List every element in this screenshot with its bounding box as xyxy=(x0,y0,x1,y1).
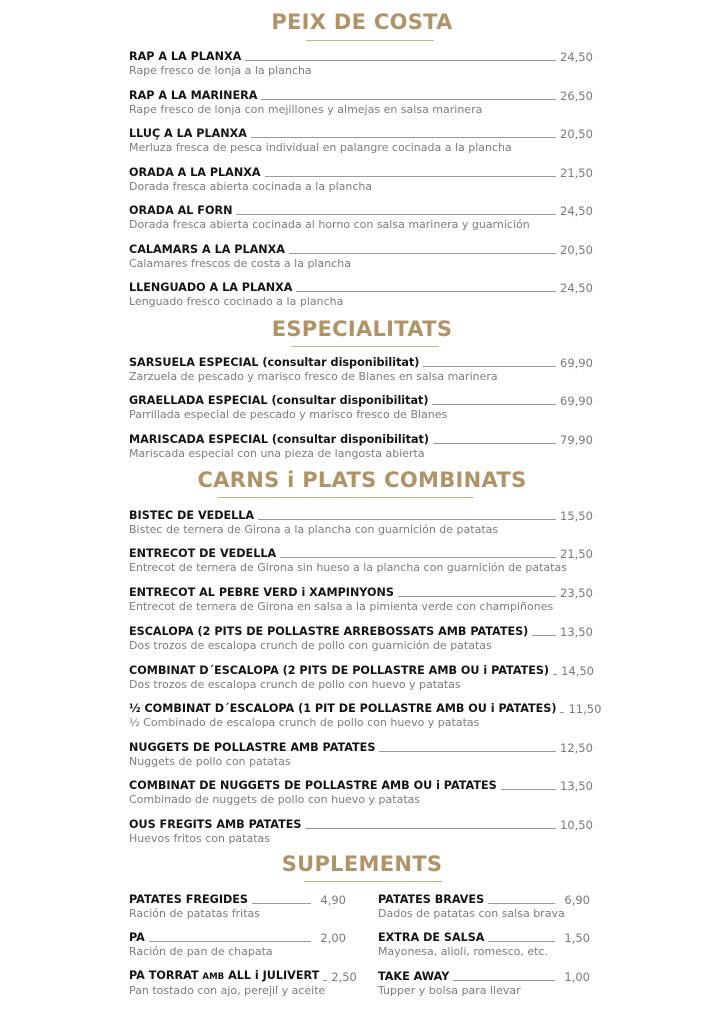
item-name: ORADA A LA PLANXA xyxy=(129,166,261,179)
menu-item xyxy=(129,281,591,308)
item-name: ENTRECOT DE VEDELLA xyxy=(129,547,277,560)
item-description: Combinado de nuggets de pollo con huevo y patatas xyxy=(129,793,421,806)
item-name: PATATES FREGIDES xyxy=(129,893,248,906)
menu-item xyxy=(129,779,591,806)
item-price: 4,90 xyxy=(320,893,346,907)
item-price: 10,50 xyxy=(560,818,593,832)
item-name: ENTRECOT AL PEBRE VERD i XAMPINYONS xyxy=(129,586,394,599)
supplement-item xyxy=(129,931,346,958)
item-name: COMBINAT D´ESCALOPA (2 PITS DE POLLASTRE AMB OU i PATATES) xyxy=(129,664,550,677)
item-price: 2,50 xyxy=(331,970,357,984)
menu-item xyxy=(129,243,591,270)
item-name: LLUÇ A LA PLANXA xyxy=(129,127,247,140)
item-name: ½ COMBINAT D´ESCALOPA (1 PIT DE POLLASTRE AMB OU i PATATES) xyxy=(129,702,557,715)
item-name: MARISCADA ESPECIAL (consultar disponibilitat) xyxy=(129,433,429,446)
item-description: Zarzuela de pescado y marisco fresco de Blanes en salsa marinera xyxy=(129,370,498,383)
item-description: Merluza fresca de pesca individual en palangre cocinada a la plancha xyxy=(129,141,512,154)
menu-item xyxy=(129,127,591,154)
item-description: Rape fresco de lonja con mejillones y almejas en salsa marinera xyxy=(129,103,483,116)
item-price: 20,50 xyxy=(560,243,593,257)
item-price: 12,50 xyxy=(560,741,593,755)
item-price: 24,50 xyxy=(560,204,593,218)
item-price: 2,00 xyxy=(320,931,346,945)
item-description: Dos trozos de escalopa crunch de pollo con huevo y patatas xyxy=(129,678,461,691)
item-description: Dos trozos de escalopa crunch de pollo con guarnición de patatas xyxy=(129,639,492,652)
section-title-especialitats: ESPECIALITATS xyxy=(271,317,453,341)
supplement-item xyxy=(378,970,590,997)
item-name: ESCALOPA (2 PITS DE POLLASTRE ARREBOSSATS AMB PATATES) xyxy=(129,625,529,638)
item-description: Ración de patatas fritas xyxy=(129,907,260,920)
item-price: 79,90 xyxy=(560,433,593,447)
menu-item xyxy=(129,89,591,116)
menu-item xyxy=(129,166,591,193)
item-price: 21,50 xyxy=(560,547,593,561)
section-title-suplements: SUPLEMENTS xyxy=(281,852,443,876)
item-description: Rape fresco de lonja a la plancha xyxy=(129,64,312,77)
item-price: 15,50 xyxy=(560,509,593,523)
item-name: COMBINAT DE NUGGETS DE POLLASTRE AMB OU i PATATES xyxy=(129,779,497,792)
item-price: 6,90 xyxy=(564,893,590,907)
title-rule xyxy=(304,881,442,882)
item-price: 21,50 xyxy=(560,166,593,180)
menu-item xyxy=(129,702,602,729)
menu-item xyxy=(129,741,591,768)
item-name: BISTEC DE VEDELLA xyxy=(129,509,255,522)
item-description: Tupper y bolsa para llevar xyxy=(378,984,521,997)
item-price: 13,50 xyxy=(560,625,593,639)
item-price: 20,50 xyxy=(560,127,593,141)
item-description: Dorada fresca abierta cocinada a la plancha xyxy=(129,180,373,193)
supplement-item xyxy=(129,893,346,920)
item-price: 1,50 xyxy=(564,931,590,945)
section-title-peix: PEIX DE COSTA xyxy=(271,10,453,34)
item-description: Calamares frescos de costa a la plancha xyxy=(129,257,351,270)
item-price: 13,50 xyxy=(560,779,593,793)
item-name: SARSUELA ESPECIAL (consultar disponibilitat) xyxy=(129,356,420,369)
item-price: 69,90 xyxy=(560,394,593,408)
menu-item xyxy=(129,204,591,231)
item-price: 69,90 xyxy=(560,356,593,370)
item-name: PA xyxy=(129,931,145,944)
item-description: Mayonesa, alioli, romesco, etc. xyxy=(378,945,548,958)
item-name: GRAELLADA ESPECIAL (consultar disponibilitat) xyxy=(129,394,429,407)
item-description: Dorada fresca abierta cocinada al horno con salsa marinera y guarnición xyxy=(129,218,530,231)
item-name: ORADA AL FORN xyxy=(129,204,233,217)
item-description: Huevos fritos con patatas xyxy=(129,832,271,845)
item-description: Pan tostado con ajo, perejil y aceite xyxy=(129,984,326,997)
item-price: 24,50 xyxy=(560,281,593,295)
menu-item xyxy=(129,433,591,460)
title-rule xyxy=(217,497,473,498)
item-name: RAP A LA PLANXA xyxy=(129,50,242,63)
item-price: 23,50 xyxy=(560,586,593,600)
title-rule xyxy=(291,346,439,347)
item-description: Parrillada especial de pescado y marisco fresco de Blanes xyxy=(129,408,448,421)
item-price: 11,50 xyxy=(568,702,602,716)
item-name: RAP A LA MARINERA xyxy=(129,89,258,102)
menu-item xyxy=(129,625,591,652)
menu-item xyxy=(129,356,591,383)
item-description: Ración de pan de chapata xyxy=(129,945,273,958)
item-name: LLENGUADO A LA PLANXA xyxy=(129,281,293,294)
supplement-item xyxy=(378,893,590,920)
menu-item xyxy=(129,50,591,77)
section-title-carns: CARNS i PLATS COMBINATS xyxy=(197,468,527,492)
item-name: TAKE AWAY xyxy=(378,970,450,983)
item-name: EXTRA DE SALSA xyxy=(378,931,485,944)
menu-item xyxy=(129,586,591,613)
menu-item xyxy=(129,547,591,574)
item-name: PA TORRAT AMB ALL i JULIVERT xyxy=(129,969,320,982)
item-description: Bistec de ternera de Girona a la plancha con guarnición de patatas xyxy=(129,523,499,536)
item-description: ½ Combinado de escalopa crunch de pollo con huevo y patatas xyxy=(129,716,480,729)
item-description: Dados de patatas con salsa brava xyxy=(378,907,565,920)
item-description: Mariscada especial con una pieza de langosta abierta xyxy=(129,447,425,460)
menu-item xyxy=(129,818,591,845)
item-description: Entrecot de ternera de Girona sin hueso a la plancha con guarnición de patatas xyxy=(129,561,567,574)
item-price: 14,50 xyxy=(561,664,594,678)
title-rule xyxy=(306,40,434,41)
item-description: Lenguado fresco cocinado a la plancha xyxy=(129,295,344,308)
item-price: 26,50 xyxy=(560,89,593,103)
item-description: Entrecot de ternera de Girona en salsa a la pimienta verde con champiñones xyxy=(129,600,554,613)
menu-item xyxy=(129,394,591,421)
item-name: CALAMARS A LA PLANXA xyxy=(129,243,285,256)
menu-item xyxy=(129,664,594,691)
supplement-item xyxy=(378,931,590,958)
item-description: Nuggets de pollo con patatas xyxy=(129,755,291,768)
menu-item xyxy=(129,509,591,536)
item-name: PATATES BRAVES xyxy=(378,893,485,906)
item-name: NUGGETS DE POLLASTRE AMB PATATES xyxy=(129,741,376,754)
supplement-item xyxy=(129,969,357,997)
item-price: 1,00 xyxy=(564,970,590,984)
item-price: 24,50 xyxy=(560,50,593,64)
item-name: OUS FREGITS AMB PATATES xyxy=(129,818,302,831)
